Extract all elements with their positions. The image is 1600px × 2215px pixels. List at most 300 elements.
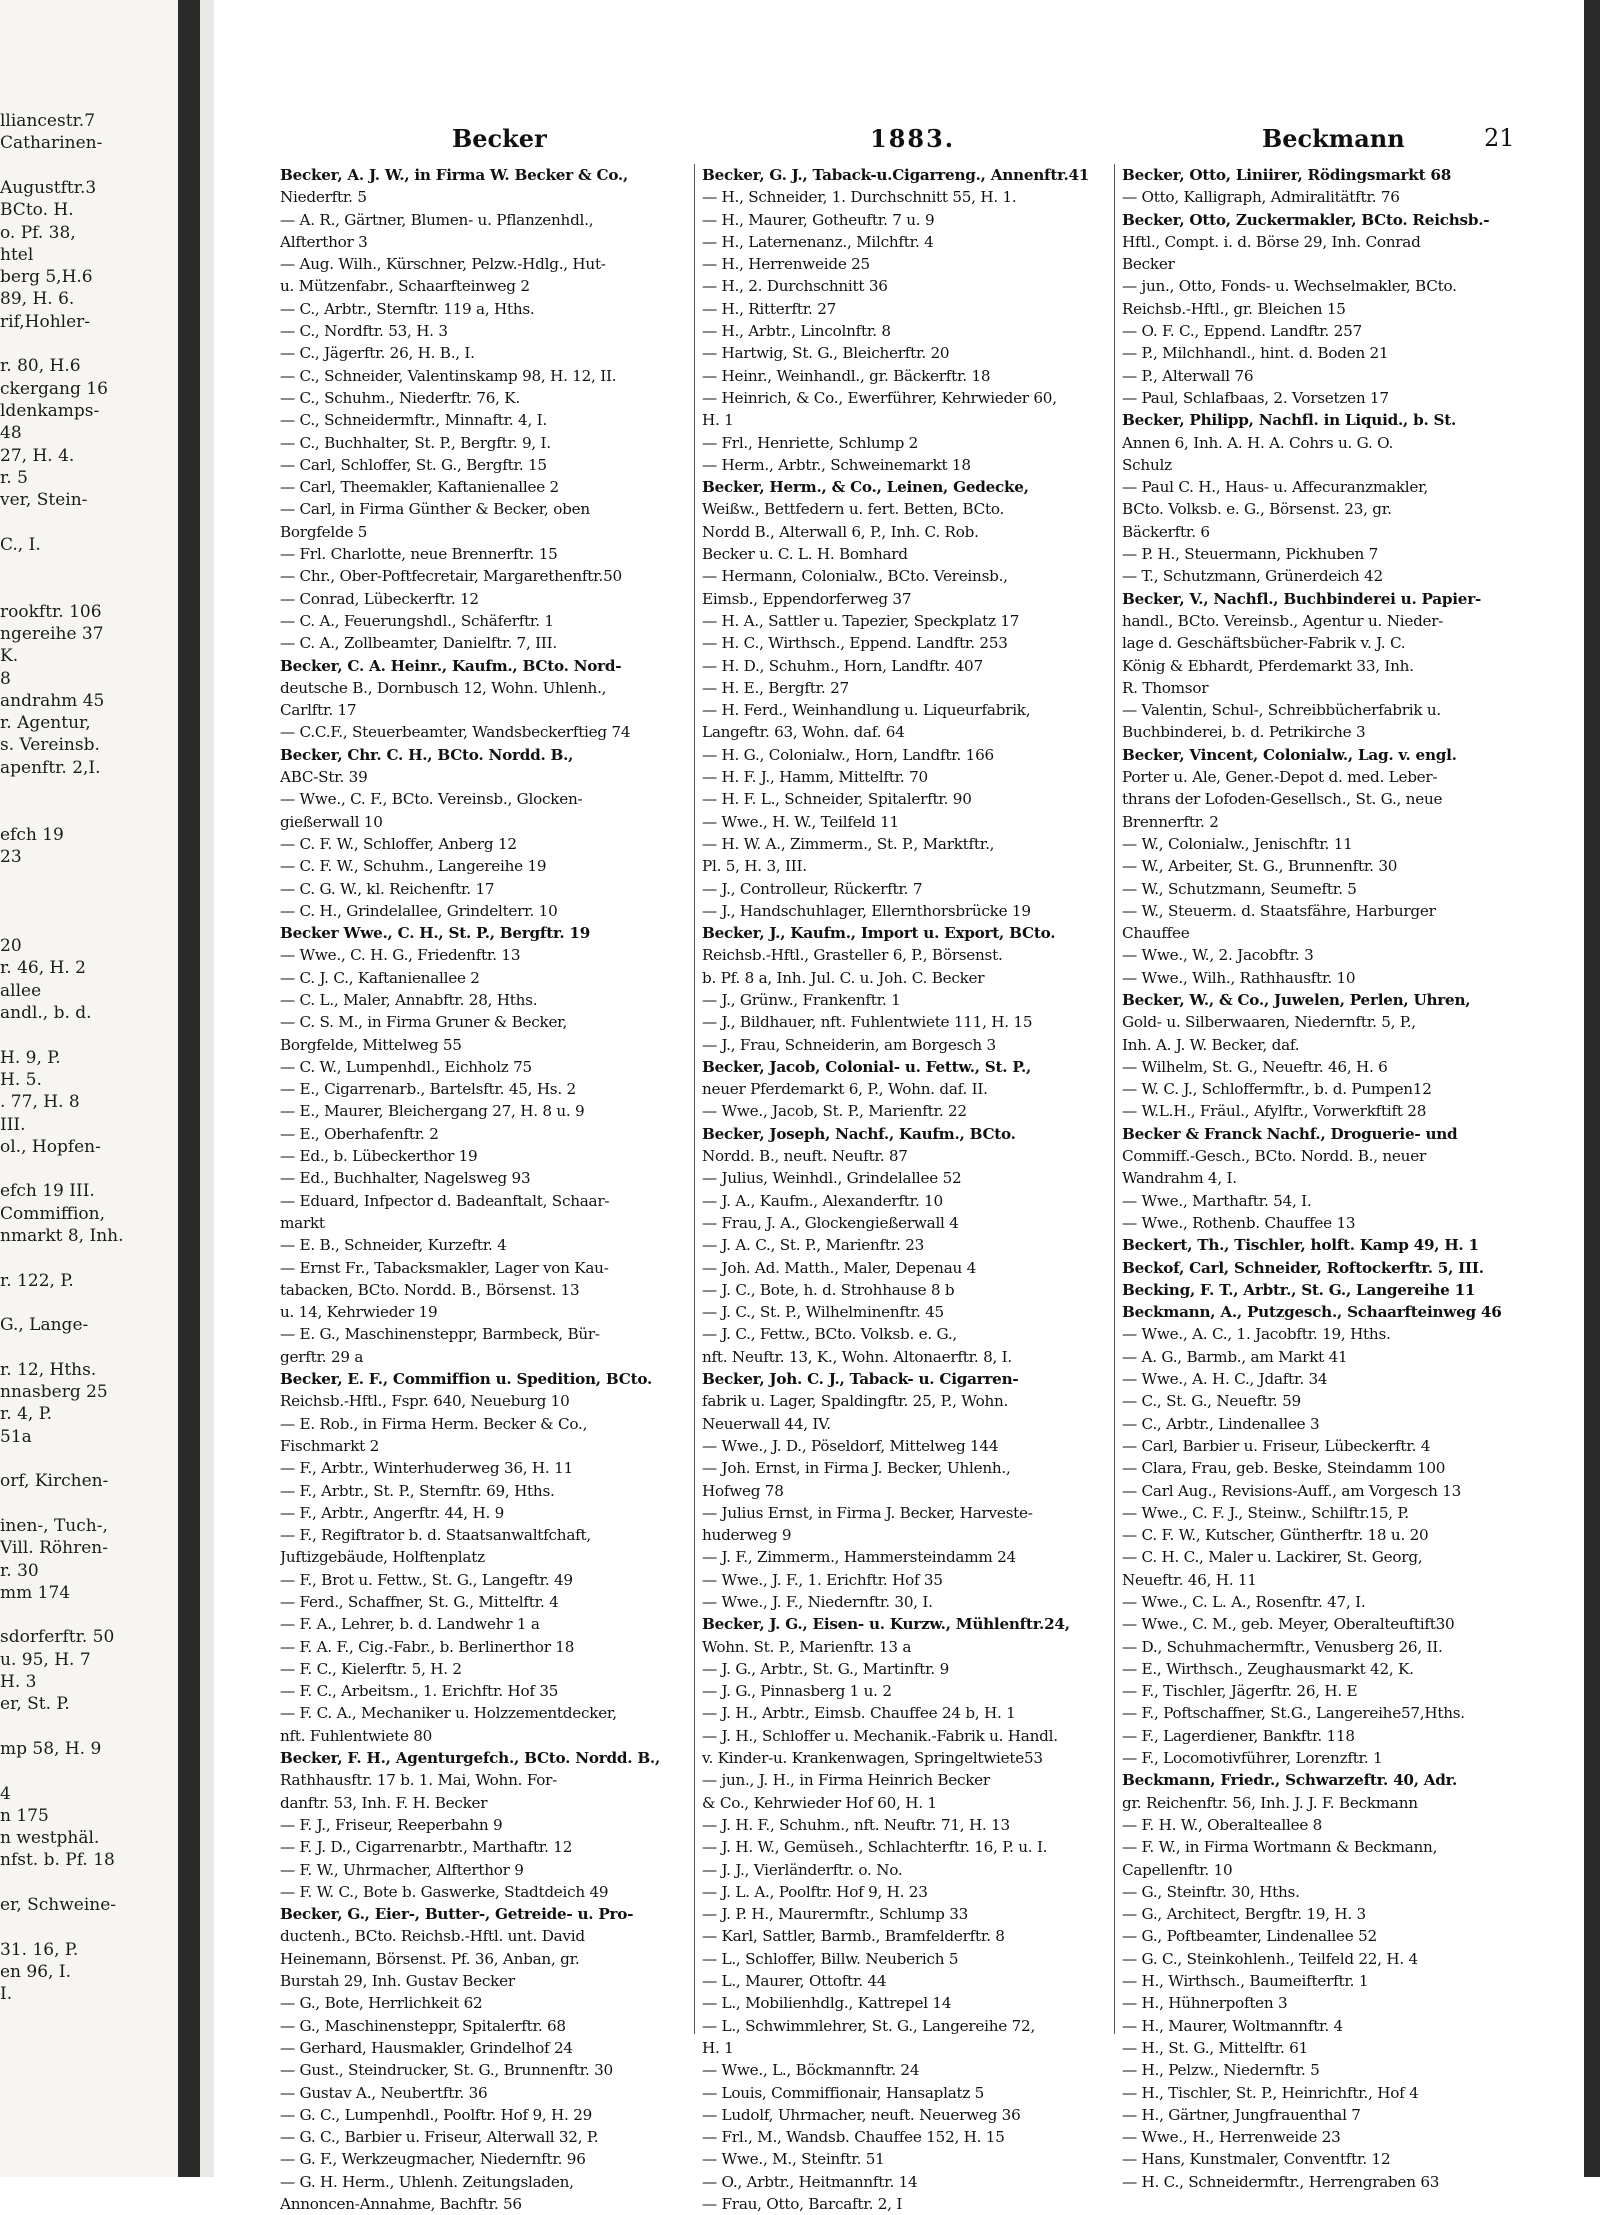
directory-entry-line: — F. C. A., Mechaniker u. Holzzementdecker, bbox=[280, 1704, 617, 1723]
left-page-fragment-line: Vill. Röhren- bbox=[0, 1538, 108, 1559]
directory-entry-line: Hftl., Compt. i. d. Börse 29, Inh. Conrad bbox=[1122, 232, 1421, 251]
directory-entry-line: Reichsb.-Hftl., Grasteller 6, P., Börsenst. bbox=[702, 946, 1003, 965]
left-page-fragment-line: n westphäl. bbox=[0, 1828, 100, 1849]
directory-entry-line: — Conrad, Lübeckerftr. 12 bbox=[280, 589, 479, 608]
left-page-fragment-line: nmarkt 8, Inh. bbox=[0, 1226, 124, 1246]
directory-entry-line: Becker, Philipp, Nachfl. in Liquid., b. St. bbox=[1122, 411, 1457, 430]
page-header bbox=[262, 110, 1572, 154]
directory-entry-line: Langeftr. 63, Wohn. daf. 64 bbox=[702, 723, 905, 742]
directory-entry-line: — W., Colonialw., Jenischftr. 11 bbox=[1122, 834, 1353, 853]
left-page-fragment-line: andl., b. d. bbox=[0, 1003, 92, 1023]
directory-entry-line: — F. C., Arbeitsm., 1. Erichftr. Hof 35 bbox=[280, 1682, 559, 1701]
left-page-fragment-line: H. 9, P. bbox=[0, 1047, 61, 1068]
directory-entry-line: Carlftr. 17 bbox=[280, 701, 357, 720]
directory-entry-line: u. 14, Kehrwieder 19 bbox=[280, 1303, 438, 1322]
directory-entry-line: — C., Arbtr., Lindenallee 3 bbox=[1122, 1414, 1320, 1433]
directory-entry-line: — J. H. W., Gemüseh., Schlachterftr. 16, P. u. I. bbox=[702, 1838, 1048, 1857]
directory-entry-line: — D., Schuhmachermftr., Venusberg 26, II. bbox=[1122, 1637, 1443, 1656]
left-page-fragment-line: BCto. H. bbox=[0, 200, 74, 221]
directory-entry-line: — Ed., b. Lübeckerthor 19 bbox=[280, 1147, 478, 1166]
column-divider bbox=[694, 164, 695, 2034]
left-page-fragment-line: apenftr. 2,I. bbox=[0, 757, 101, 778]
directory-entry-line: — C., Arbtr., Sternftr. 119 a, Hths. bbox=[280, 299, 535, 318]
left-page-fragment-line: r. 30 bbox=[0, 1560, 39, 1581]
directory-entry-line: — Frl., M., Wandsb. Chauffee 152, H. 15 bbox=[702, 2128, 1005, 2147]
directory-entry-line: Reichsb.-Hftl., gr. Bleichen 15 bbox=[1122, 299, 1346, 318]
directory-entry-line: — Joh. Ad. Matth., Maler, Depenau 4 bbox=[702, 1258, 977, 1277]
directory-entry-line: markt bbox=[280, 1213, 325, 1232]
directory-entry-line: — Paul, Schlafbaas, 2. Vorsetzen 17 bbox=[1122, 388, 1389, 407]
left-page-fragment-line: r. 46, H. 2 bbox=[0, 958, 86, 979]
directory-entry-line: — E. G., Maschinensteppr, Barmbeck, Bür- bbox=[280, 1325, 600, 1344]
directory-entry-line: Becker, J. G., Eisen- u. Kurzw., Mühlenftr.24, bbox=[702, 1615, 1070, 1634]
directory-entry-line: — C., Schuhm., Niederftr. 76, K. bbox=[280, 388, 520, 407]
directory-entry-line: — J. C., Bote, h. d. Strohhause 8 b bbox=[702, 1280, 955, 1299]
directory-entry-line: thrans der Lofoden-Gesellsch., St. G., neue bbox=[1122, 790, 1443, 809]
directory-entry-line: — Ferd., Schaffner, St. G., Mittelftr. 4 bbox=[280, 1593, 559, 1611]
directory-entry-line: — J. A. C., St. P., Marienftr. 23 bbox=[702, 1236, 925, 1255]
directory-entry-line: — G. F., Werkzeugmacher, Niedernftr. 96 bbox=[280, 2150, 586, 2169]
directory-entry-line: — Frau, Otto, Barcaftr. 2, I bbox=[702, 2195, 903, 2214]
directory-entry-line: Becker, J., Kaufm., Import u. Export, BCto. bbox=[702, 924, 1056, 943]
directory-entry-line: — J. L. A., Poolftr. Hof 9, H. 23 bbox=[702, 1882, 928, 1901]
directory-entry-line: — H. C., Schneidermftr., Herrengraben 63 bbox=[1122, 2172, 1440, 2191]
left-page-fragment-line: 89, H. 6. bbox=[0, 289, 75, 310]
left-page-fragment-line: 31. 16, P. bbox=[0, 1939, 79, 1960]
directory-entry-line: Buchbinderei, b. d. Petrikirche 3 bbox=[1122, 723, 1366, 742]
directory-entry-line: Nordd B., Alterwall 6, P., Inh. C. Rob. bbox=[702, 522, 979, 541]
directory-entry-line: huderweg 9 bbox=[702, 1526, 792, 1545]
directory-entry-line: — Karl, Sattler, Barmb., Bramfelderftr. 8 bbox=[702, 1927, 1005, 1946]
left-page-fragment-line: r. Agentur, bbox=[0, 713, 91, 734]
directory-entry-line: Wohn. St. P., Marienftr. 13 a bbox=[702, 1637, 912, 1656]
directory-entry-line: — L., Schwimmlehrer, St. G., Langereihe 72, bbox=[702, 2016, 1036, 2035]
directory-entry-line: gießerwall 10 bbox=[280, 812, 383, 831]
left-page-fragment bbox=[0, 0, 190, 2177]
directory-entry-line: — H., Arbtr., Lincolnftr. 8 bbox=[702, 322, 891, 341]
directory-entry-line: — Frau, J. A., Glockengießerwall 4 bbox=[702, 1213, 959, 1232]
directory-entry-line: nft. Fuhlentwiete 80 bbox=[280, 1726, 433, 1745]
directory-entry-line: — Valentin, Schul-, Schreibbücherfabrik u. bbox=[1122, 701, 1441, 720]
directory-entry-line: — H. F. J., Hamm, Mittelftr. 70 bbox=[702, 768, 928, 787]
left-page-fragment-line: lliancestr.7 bbox=[0, 111, 96, 131]
directory-entry-line: b. Pf. 8 a, Inh. Jul. C. u. Joh. C. Becker bbox=[702, 968, 985, 987]
directory-entry-line: — Wwe., Wilh., Rathhausftr. 10 bbox=[1122, 968, 1356, 987]
directory-entry-line: — C. F. W., Kutscher, Güntherftr. 18 u. 20 bbox=[1122, 1526, 1429, 1545]
left-page-fragment-line: 23 bbox=[0, 846, 22, 867]
directory-entry-line: — C. H., Grindelallee, Grindelterr. 10 bbox=[280, 901, 558, 920]
directory-entry-line: — F., Tischler, Jägerftr. 26, H. E bbox=[1122, 1682, 1358, 1701]
directory-entry-line: — J. G., Arbtr., St. G., Martinftr. 9 bbox=[702, 1659, 950, 1678]
directory-entry-line: — Hermann, Colonialw., BCto. Vereinsb., bbox=[702, 567, 1008, 586]
directory-entry-line: nft. Neuftr. 13, K., Wohn. Altonaerftr. 8, I. bbox=[702, 1347, 1012, 1366]
directory-entry-line: — F. W., in Firma Wortmann & Beckmann, bbox=[1122, 1838, 1438, 1857]
directory-entry-line: neuer Pferdemarkt 6, P., Wohn. daf. II. bbox=[702, 1080, 988, 1099]
directory-entry-line: — C.C.F., Steuerbeamter, Wandsbeckerftieg 74 bbox=[280, 723, 631, 742]
directory-entry-line: — C., Buchhalter, St. P., Bergftr. 9, I. bbox=[280, 433, 551, 452]
directory-entry-line: — Heinr., Weinhandl., gr. Bäckerftr. 18 bbox=[702, 366, 991, 385]
directory-entry-line: Chauffee bbox=[1122, 924, 1190, 943]
directory-entry-line: — H., 2. Durchschnitt 36 bbox=[702, 277, 888, 296]
directory-page bbox=[262, 110, 1572, 2214]
directory-entry-line: — H., Gärtner, Jungfrauenthal 7 bbox=[1122, 2105, 1361, 2124]
directory-entry-line: — C. F. W., Schuhm., Langereihe 19 bbox=[280, 857, 547, 876]
directory-entry-line: — W., Steuerm. d. Staatsfähre, Harburger bbox=[1122, 901, 1436, 920]
left-page-fragment-line: orf, Kirchen- bbox=[0, 1471, 109, 1492]
directory-entry-line: Capellenftr. 10 bbox=[1122, 1860, 1233, 1879]
left-page-fragment-line: r. 12, Hths. bbox=[0, 1359, 97, 1380]
left-page-fragment-line: er, Schweine- bbox=[0, 1895, 117, 1915]
directory-entry-line: — A. R., Gärtner, Blumen- u. Pflanzenhdl., bbox=[280, 210, 594, 229]
directory-entry-line: Beckmann, A., Putzgesch., Schaarfteinweg 46 bbox=[1122, 1303, 1502, 1322]
directory-entry-line: — F., Regiftrator b. d. Staatsanwaltfchaft, bbox=[280, 1526, 591, 1545]
directory-entry-line: — J. H., Arbtr., Eimsb. Chauffee 24 b, H. 1 bbox=[702, 1704, 1016, 1723]
directory-entry-line: — C. J. C., Kaftanienallee 2 bbox=[280, 968, 480, 987]
directory-entry-line: — H. A., Sattler u. Tapezier, Speckplatz 17 bbox=[702, 611, 1020, 630]
directory-entry-line: — Ludolf, Uhrmacher, neuft. Neuerweg 36 bbox=[702, 2105, 1021, 2124]
left-page-fragment-line: o. Pf. 38, bbox=[0, 222, 76, 243]
directory-entry-line: König & Ebhardt, Pferdemarkt 33, Inh. bbox=[1122, 656, 1414, 675]
directory-entry-line: — J. H. F., Schuhm., nft. Neuftr. 71, H. 13 bbox=[702, 1815, 1010, 1834]
left-page-fragment-line: er, St. P. bbox=[0, 1694, 70, 1715]
directory-entry-line: — E., Cigarrenarb., Bartelsftr. 45, Hs. 2 bbox=[280, 1080, 576, 1099]
directory-entry-line: — G. C., Barbier u. Friseur, Alterwall 32, P. bbox=[280, 2128, 599, 2147]
directory-entry-line: — H. Ferd., Weinhandlung u. Liqueurfabrik, bbox=[702, 701, 1031, 720]
directory-entry-line: — Wwe., H., Herrenweide 23 bbox=[1122, 2128, 1341, 2147]
left-page-fragment-line: . 77, H. 8 bbox=[0, 1092, 80, 1113]
directory-entry-line: — H., Laternenanz., Milchftr. 4 bbox=[702, 232, 934, 251]
directory-entry-line: handl., BCto. Vereinsb., Agentur u. Nieder- bbox=[1122, 611, 1444, 630]
directory-entry-line: — F., Locomotivführer, Lorenzftr. 1 bbox=[1122, 1749, 1383, 1768]
left-page-fragment-line: r. 122, P. bbox=[0, 1270, 74, 1291]
directory-entry-line: — Wwe., L., Böckmannftr. 24 bbox=[702, 2061, 920, 2080]
directory-entry-line: — Wwe., C. M., geb. Meyer, Oberalteuftift30 bbox=[1122, 1615, 1455, 1634]
directory-entry-line: Becker, G. J., Taback-u.Cigarreng., Annenftr.41 bbox=[702, 166, 1090, 184]
directory-entry-line: — J. A., Kaufm., Alexanderftr. 10 bbox=[702, 1191, 943, 1210]
directory-entry-line: — Carl, Schloffer, St. G., Bergftr. 15 bbox=[280, 455, 547, 474]
directory-entry-line: — Louis, Commiffionair, Hansaplatz 5 bbox=[702, 2083, 985, 2102]
directory-entry-line: — Carl Aug., Revisions-Auff., am Vorgesch 13 bbox=[1122, 1481, 1462, 1500]
left-page-fragment-line: 4 bbox=[0, 1783, 11, 1804]
left-page-fragment-line: berg 5,H.6 bbox=[0, 267, 93, 288]
directory-entry-line: Becker bbox=[1122, 255, 1175, 274]
directory-entry-line: gerftr. 29 a bbox=[280, 1347, 364, 1366]
left-page-fragment-line: G., Lange- bbox=[0, 1315, 89, 1336]
directory-entry-line: — Hans, Kunstmaler, Conventftr. 12 bbox=[1122, 2150, 1391, 2169]
directory-entry-line: — H., Herrenweide 25 bbox=[702, 255, 870, 274]
directory-entry-line: — J. C., Fettw., BCto. Volksb. e. G., bbox=[702, 1325, 958, 1344]
page-gutter-margin bbox=[200, 0, 214, 2177]
directory-entry-line: Fischmarkt 2 bbox=[280, 1436, 379, 1455]
directory-entry-line: Rathhausftr. 17 b. 1. Mai, Wohn. For- bbox=[280, 1771, 558, 1790]
directory-entry-line: — jun., Otto, Fonds- u. Wechselmakler, BCto. bbox=[1122, 277, 1457, 296]
directory-entry-line: — P. H., Steuermann, Pickhuben 7 bbox=[1122, 545, 1379, 564]
directory-entry-line: ABC-Str. 39 bbox=[280, 768, 368, 787]
directory-entry-line: Becker, C. A. Heinr., Kaufm., BCto. Nord- bbox=[280, 656, 622, 675]
directory-entry-line: Alfterthor 3 bbox=[280, 232, 368, 251]
directory-entry-line: Juftizgebäude, Holftenplatz bbox=[280, 1548, 485, 1567]
directory-entry-line: — F. A. F., Cig.-Fabr., b. Berlinerthor 18 bbox=[280, 1637, 575, 1656]
directory-entry-line: — G., Architect, Bergftr. 19, H. 3 bbox=[1122, 1905, 1366, 1924]
directory-entry-line: Schulz bbox=[1122, 455, 1172, 474]
directory-entry-line: Becker, G., Eier-, Butter-, Getreide- u. Pro- bbox=[280, 1905, 634, 1924]
directory-entry-line: Becking, F. T., Arbtr., St. G., Langereihe 11 bbox=[1122, 1280, 1476, 1299]
directory-entry-line: Brennerftr. 2 bbox=[1122, 812, 1219, 831]
left-page-fragment-line: 20 bbox=[0, 936, 22, 957]
header-left-catchword: Becker bbox=[452, 124, 547, 153]
directory-entry-line: Bäckerftr. 6 bbox=[1122, 522, 1210, 541]
directory-entry-line: — Clara, Frau, geb. Beske, Steindamm 100 bbox=[1122, 1459, 1446, 1478]
directory-entry-line: Wandrahm 4, I. bbox=[1122, 1169, 1237, 1188]
directory-entry-line: lage d. Geschäftsbücher-Fabrik v. J. C. bbox=[1122, 634, 1406, 653]
directory-entry-line: — C. S. M., in Firma Gruner & Becker, bbox=[280, 1013, 568, 1032]
left-page-fragment-line: nfst. b. Pf. 18 bbox=[0, 1850, 115, 1871]
directory-entry-line: — Gust., Steindrucker, St. G., Brunnenftr. 30 bbox=[280, 2061, 613, 2080]
directory-entry-line: — E., Wirthsch., Zeughausmarkt 42, K. bbox=[1122, 1659, 1414, 1678]
directory-entry-line: H. 1 bbox=[702, 411, 734, 430]
directory-entry-line: — Carl, Barbier u. Friseur, Lübeckerftr. 4 bbox=[1122, 1436, 1431, 1455]
directory-entry-line: — H. C., Wirthsch., Eppend. Landftr. 253 bbox=[702, 634, 1008, 653]
header-right-catchword: Beckmann bbox=[1262, 124, 1405, 153]
directory-entry-line: Nordd. B., neuft. Neuftr. 87 bbox=[702, 1147, 908, 1166]
directory-entry-line: gr. Reichenftr. 56, Inh. J. J. F. Beckmann bbox=[1122, 1793, 1418, 1812]
directory-entry-line: — Julius Ernst, in Firma J. Becker, Harveste- bbox=[702, 1503, 1033, 1522]
directory-entry-line: — W.L.H., Fräul., Afylftr., Vorwerkftift 28 bbox=[1122, 1102, 1427, 1121]
directory-entry-line: Becker, Jacob, Colonial- u. Fettw., St. P., bbox=[702, 1057, 1032, 1076]
directory-entry-line: Becker u. C. L. H. Bomhard bbox=[702, 545, 908, 564]
directory-entry-line: — J., Bildhauer, nft. Fuhlentwiete 111, H. 15 bbox=[702, 1013, 1033, 1032]
directory-entry-line: Becker, Otto, Zuckermakler, BCto. Reichsb.- bbox=[1122, 210, 1490, 229]
directory-entry-line: — C. H. C., Maler u. Lackirer, St. Georg, bbox=[1122, 1548, 1423, 1567]
directory-entry-line: — G. H. Herm., Uhlenh. Zeitungsladen, bbox=[280, 2172, 574, 2191]
directory-entry-line: Porter u. Ale, Gener.-Depot d. med. Leber- bbox=[1122, 768, 1438, 787]
directory-entry-line: — Wwe., J. D., Pöseldorf, Mittelweg 144 bbox=[702, 1436, 999, 1455]
left-page-fragment-line: H. 3 bbox=[0, 1672, 37, 1692]
directory-entry-line: BCto. Volksb. e. G., Börsenst. 23, gr. bbox=[1122, 500, 1392, 519]
directory-entry-line: Beckof, Carl, Schneider, Roftockerftr. 5, III. bbox=[1122, 1258, 1484, 1277]
directory-entry-line: — jun., J. H., in Firma Heinrich Becker bbox=[702, 1771, 990, 1790]
left-page-fragment-line: III. bbox=[0, 1114, 26, 1135]
directory-entry-line: Becker, Joh. C. J., Taback- u. Cigarren- bbox=[702, 1370, 1019, 1389]
directory-entry-line: Becker, E. F., Commiffion u. Spedition, BCto. bbox=[280, 1370, 653, 1389]
directory-entry-line: — O., Arbtr., Heitmannftr. 14 bbox=[702, 2172, 918, 2191]
directory-entry-line: — Wwe., Jacob, St. P., Marienftr. 22 bbox=[702, 1102, 967, 1121]
directory-entry-line: — W. C. J., Schloffermftr., b. d. Pumpen12 bbox=[1122, 1080, 1432, 1099]
directory-entry-line: Annoncen-Annahme, Bachftr. 56 bbox=[280, 2195, 522, 2214]
directory-entry-line: — Ed., Buchhalter, Nagelsweg 93 bbox=[280, 1169, 531, 1188]
directory-entry-line: Annen 6, Inh. A. H. A. Cohrs u. G. O. bbox=[1122, 433, 1394, 452]
directory-entry-line: — H., Schneider, 1. Durchschnitt 55, H. 1. bbox=[702, 188, 1017, 207]
directory-entry-line: Beckert, Th., Tischler, holft. Kamp 49, H. 1 bbox=[1122, 1236, 1479, 1255]
directory-column-3 bbox=[1122, 164, 1562, 2193]
directory-entry-line: R. Thomsor bbox=[1122, 678, 1209, 697]
left-page-fragment-line: s. Vereinsb. bbox=[0, 735, 100, 756]
directory-entry-line: — C. W., Lumpenhdl., Eichholz 75 bbox=[280, 1057, 532, 1076]
directory-entry-line: — F., Poftschaffner, St.G., Langereihe57,Hths. bbox=[1122, 1704, 1465, 1723]
directory-entry-line: Reichsb.-Hftl., Fspr. 640, Neueburg 10 bbox=[280, 1392, 570, 1411]
left-page-fragment-line: 27, H. 4. bbox=[0, 445, 75, 466]
page-number: 21 bbox=[1484, 124, 1515, 152]
directory-entry-line: — H., Wirthsch., Baumeifterftr. 1 bbox=[1122, 1972, 1369, 1991]
left-page-fragment-line: ldenkamps- bbox=[0, 400, 100, 421]
left-page-fragment-line: inen-, Tuch-, bbox=[0, 1515, 108, 1536]
directory-entry-line: — Aug. Wilh., Kürschner, Pelzw.-Hdlg., Hut- bbox=[280, 255, 606, 274]
directory-entry-line: Gold- u. Silberwaaren, Niedernftr. 5, P., bbox=[1122, 1013, 1416, 1032]
left-page-fragment-line: u. 95, H. 7 bbox=[0, 1649, 91, 1670]
directory-entry-line: — C., St. G., Neueftr. 59 bbox=[1122, 1392, 1301, 1411]
directory-entry-line: — Wwe., C. F. J., Steinw., Schilftr.15, P. bbox=[1122, 1503, 1409, 1522]
left-page-fragment-line: rookftr. 106 bbox=[0, 601, 102, 622]
directory-entry-line: — C. F. W., Schloffer, Anberg 12 bbox=[280, 834, 517, 853]
left-page-fragment-line: efch 19 III. bbox=[0, 1181, 95, 1202]
directory-entry-line: — H., St. G., Mittelftr. 61 bbox=[1122, 2038, 1308, 2057]
left-page-fragment-line: Catharinen- bbox=[0, 133, 103, 154]
left-page-fragment-line: mp 58, H. 9 bbox=[0, 1738, 102, 1759]
header-year: 1883. bbox=[870, 124, 956, 153]
directory-entry-line: — C. G. W., kl. Reichenftr. 17 bbox=[280, 879, 495, 898]
directory-entry-line: — P., Milchhandl., hint. d. Boden 21 bbox=[1122, 344, 1389, 363]
left-page-fragment-line: n 175 bbox=[0, 1805, 49, 1826]
left-page-fragment-line: I. bbox=[0, 1984, 13, 2005]
directory-entry-line: & Co., Kehrwieder Hof 60, H. 1 bbox=[702, 1793, 937, 1812]
directory-entry-line: — F., Arbtr., Winterhuderweg 36, H. 11 bbox=[280, 1459, 573, 1478]
directory-entry-line: fabrik u. Lager, Spaldingftr. 25, P., Wohn. bbox=[702, 1392, 1009, 1411]
directory-entry-line: — A. G., Barmb., am Markt 41 bbox=[1122, 1347, 1348, 1366]
directory-entry-line: v. Kinder-u. Krankenwagen, Springeltwiete53 bbox=[702, 1749, 1043, 1768]
directory-entry-line: Becker, A. J. W., in Firma W. Becker & Co., bbox=[280, 166, 629, 184]
left-page-fragment-line: 8 bbox=[0, 668, 11, 689]
directory-entry-line: — W., Arbeiter, St. G., Brunnenftr. 30 bbox=[1122, 857, 1398, 876]
directory-entry-line: — F. W. C., Bote b. Gaswerke, Stadtdeich 49 bbox=[280, 1882, 609, 1901]
directory-entry-line: — J. F., Zimmerm., Hammersteindamm 24 bbox=[702, 1548, 1016, 1567]
left-page-fragment-line: 48 bbox=[0, 423, 22, 444]
directory-entry-line: Neuerwall 44, IV. bbox=[702, 1414, 831, 1433]
directory-entry-line: — F. A., Lehrer, b. d. Landwehr 1 a bbox=[280, 1615, 540, 1634]
directory-entry-line: — J., Handschuhlager, Ellernthorsbrücke 19 bbox=[702, 901, 1031, 920]
directory-entry-line: — E., Oberhafenftr. 2 bbox=[280, 1124, 439, 1143]
directory-entry-line: — Wwe., H. W., Teilfeld 11 bbox=[702, 812, 899, 831]
directory-entry-line: — L., Schloffer, Billw. Neuberich 5 bbox=[702, 1949, 959, 1968]
left-page-fragment-line: r. 4, P. bbox=[0, 1404, 53, 1425]
left-page-fragment-line: ol., Hopfen- bbox=[0, 1136, 101, 1157]
left-page-fragment-line: sdorferftr. 50 bbox=[0, 1627, 115, 1648]
directory-entry-line: ductenh., BCto. Reichsb.-Hftl. unt. David bbox=[280, 1927, 585, 1946]
left-page-fragment-line: mm 174 bbox=[0, 1582, 71, 1603]
left-page-fragment-line: htel bbox=[0, 244, 34, 265]
directory-entry-line: — H. G., Colonialw., Horn, Landftr. 166 bbox=[702, 745, 994, 764]
directory-entry-line: Becker & Franck Nachf., Droguerie- und bbox=[1122, 1124, 1458, 1143]
directory-entry-line: Burstah 29, Inh. Gustav Becker bbox=[280, 1972, 515, 1991]
directory-entry-line: — C. L., Maler, Annabftr. 28, Hths. bbox=[280, 990, 538, 1009]
directory-entry-line: — H., Pelzw., Niedernftr. 5 bbox=[1122, 2061, 1320, 2080]
left-page-fragment-line: 51a bbox=[0, 1426, 32, 1447]
directory-entry-line: Inh. A. J. W. Becker, daf. bbox=[1122, 1035, 1300, 1054]
directory-entry-line: — Joh. Ernst, in Firma J. Becker, Uhlenh., bbox=[702, 1459, 1011, 1478]
directory-entry-line: — J. P. H., Maurermftr., Schlump 33 bbox=[702, 1905, 969, 1924]
directory-entry-line: — C., Nordftr. 53, H. 3 bbox=[280, 322, 448, 341]
directory-entry-line: — Carl, Theemakler, Kaftanienallee 2 bbox=[280, 478, 559, 497]
directory-entry-line: Becker, F. H., Agenturgefch., BCto. Nordd. B., bbox=[280, 1749, 660, 1768]
directory-entry-line: — G. C., Lumpenhdl., Poolftr. Hof 9, H. 29 bbox=[280, 2105, 593, 2124]
directory-entry-line: — Gustav A., Neubertftr. 36 bbox=[280, 2083, 488, 2102]
directory-entry-line: — L., Mobilienhdlg., Kattrepel 14 bbox=[702, 1994, 952, 2013]
left-page-fragment-line: ver, Stein- bbox=[0, 490, 88, 511]
directory-entry-line: — C., Jägerftr. 26, H. B., I. bbox=[280, 344, 475, 363]
directory-entry-line: Becker, Vincent, Colonialw., Lag. v. engl. bbox=[1122, 745, 1457, 764]
directory-entry-line: Neueftr. 46, H. 11 bbox=[1122, 1570, 1257, 1589]
directory-entry-line: — F. W., Uhrmacher, Alfterthor 9 bbox=[280, 1860, 524, 1879]
left-page-fragment-line: en 96, I. bbox=[0, 1961, 71, 1982]
directory-entry-line: Borgfelde 5 bbox=[280, 522, 368, 541]
directory-entry-line: — F., Lagerdiener, Bankftr. 118 bbox=[1122, 1726, 1355, 1745]
directory-entry-line: — Wwe., M., Steinftr. 51 bbox=[702, 2150, 885, 2169]
directory-entry-line: — J. C., St. P., Wilhelminenftr. 45 bbox=[702, 1303, 944, 1322]
right-page-edge bbox=[1584, 0, 1600, 2177]
directory-entry-line: — W., Schutzmann, Seumeftr. 5 bbox=[1122, 879, 1357, 898]
directory-entry-line: — O. F. C., Eppend. Landftr. 257 bbox=[1122, 322, 1362, 341]
directory-entry-line: — Wwe., C. H. G., Friedenftr. 13 bbox=[280, 946, 521, 965]
directory-entry-line: — F. J. D., Cigarrenarbtr., Marthaftr. 12 bbox=[280, 1838, 573, 1857]
directory-entry-line: — H., Ritterftr. 27 bbox=[702, 299, 837, 318]
directory-entry-line: — Gerhard, Hausmakler, Grindelhof 24 bbox=[280, 2038, 573, 2057]
directory-entry-line: Becker Wwe., C. H., St. P., Bergftr. 19 bbox=[280, 924, 591, 943]
directory-entry-line: Becker, Herm., & Co., Leinen, Gedecke, bbox=[702, 478, 1029, 497]
left-page-fragment-line: ckergang 16 bbox=[0, 378, 108, 399]
directory-entry-line: — G., Steinftr. 30, Hths. bbox=[1122, 1882, 1300, 1901]
directory-entry-line: — F., Brot u. Fettw., St. G., Langeftr. 49 bbox=[280, 1570, 573, 1589]
left-page-fragment-line: K. bbox=[0, 646, 19, 667]
directory-entry-line: — C., Schneidermftr., Minnaftr. 4, I. bbox=[280, 411, 547, 430]
directory-entry-line: — Carl, in Firma Günther & Becker, oben bbox=[280, 500, 590, 519]
directory-entry-line: — F. J., Friseur, Reeperbahn 9 bbox=[280, 1815, 503, 1834]
directory-entry-line: — L., Maurer, Ottoftr. 44 bbox=[702, 1972, 887, 1991]
directory-entry-line: — Wwe., C. L. A., Rosenftr. 47, I. bbox=[1122, 1593, 1366, 1611]
directory-entry-line: — Heinrich, & Co., Ewerführer, Kehrwieder 60, bbox=[702, 388, 1057, 407]
directory-entry-line: — F., Arbtr., St. P., Sternftr. 69, Hths. bbox=[280, 1481, 555, 1500]
directory-entry-line: — Herm., Arbtr., Schweinemarkt 18 bbox=[702, 455, 971, 474]
directory-entry-line: Pl. 5, H. 3, III. bbox=[702, 857, 807, 876]
directory-entry-line: — Julius, Weinhdl., Grindelallee 52 bbox=[702, 1169, 962, 1188]
directory-entry-line: — H. D., Schuhm., Horn, Landftr. 407 bbox=[702, 656, 983, 675]
directory-entry-line: danftr. 53, Inh. F. H. Becker bbox=[280, 1793, 488, 1812]
directory-entry-line: — P., Alterwall 76 bbox=[1122, 366, 1254, 385]
directory-entry-line: — G. C., Steinkohlenh., Teilfeld 22, H. 4 bbox=[1122, 1949, 1418, 1968]
directory-entry-line: Beckmann, Friedr., Schwarzeftr. 40, Adr. bbox=[1122, 1771, 1458, 1790]
directory-entry-line: — Eduard, Infpector d. Badeanftalt, Schaar- bbox=[280, 1191, 610, 1210]
directory-entry-line: H. 1 bbox=[702, 2038, 734, 2057]
directory-entry-line: — E. Rob., in Firma Herm. Becker & Co., bbox=[280, 1414, 588, 1433]
directory-entry-line: Eimsb., Eppendorferweg 37 bbox=[702, 589, 912, 608]
directory-entry-line: — G., Bote, Herrlichkeit 62 bbox=[280, 1994, 483, 2013]
left-page-fragment-line: ngereihe 37 bbox=[0, 623, 104, 644]
directory-entry-line: tabacken, BCto. Nordd. B., Börsenst. 13 bbox=[280, 1280, 580, 1299]
directory-entry-line: — J., Controlleur, Rückerftr. 7 bbox=[702, 879, 923, 898]
directory-entry-line: — H., Tischler, St. P., Heinrichftr., Hof 4 bbox=[1122, 2083, 1419, 2102]
directory-entry-line: Commiff.-Gesch., BCto. Nordd. B., neuer bbox=[1122, 1147, 1426, 1166]
directory-entry-line: Becker, Otto, Liniirer, Rödingsmarkt 68 bbox=[1122, 166, 1452, 184]
directory-entry-line: — F. H. W., Oberalteallee 8 bbox=[1122, 1815, 1323, 1834]
left-page-fragment-line: r. 80, H.6 bbox=[0, 356, 81, 377]
directory-entry-line: — Paul C. H., Haus- u. Affecuranzmakler, bbox=[1122, 478, 1429, 497]
left-page-fragment-line: efch 19 bbox=[0, 824, 64, 845]
directory-entry-line: — Wwe., A. H. C., Jdaftr. 34 bbox=[1122, 1370, 1328, 1389]
directory-entry-line: — Hartwig, St. G., Bleicherftr. 20 bbox=[702, 344, 950, 363]
directory-entry-line: — Wwe., A. C., 1. Jacobftr. 19, Hths. bbox=[1122, 1325, 1391, 1344]
directory-entry-line: — Ernst Fr., Tabacksmakler, Lager von Kau- bbox=[280, 1258, 609, 1277]
directory-entry-line: — C., Schneider, Valentinskamp 98, H. 12, II. bbox=[280, 366, 617, 385]
directory-entry-line: — Wwe., W., 2. Jacobftr. 3 bbox=[1122, 946, 1314, 965]
directory-entry-line: — H., Hühnerpoften 3 bbox=[1122, 1994, 1288, 2013]
